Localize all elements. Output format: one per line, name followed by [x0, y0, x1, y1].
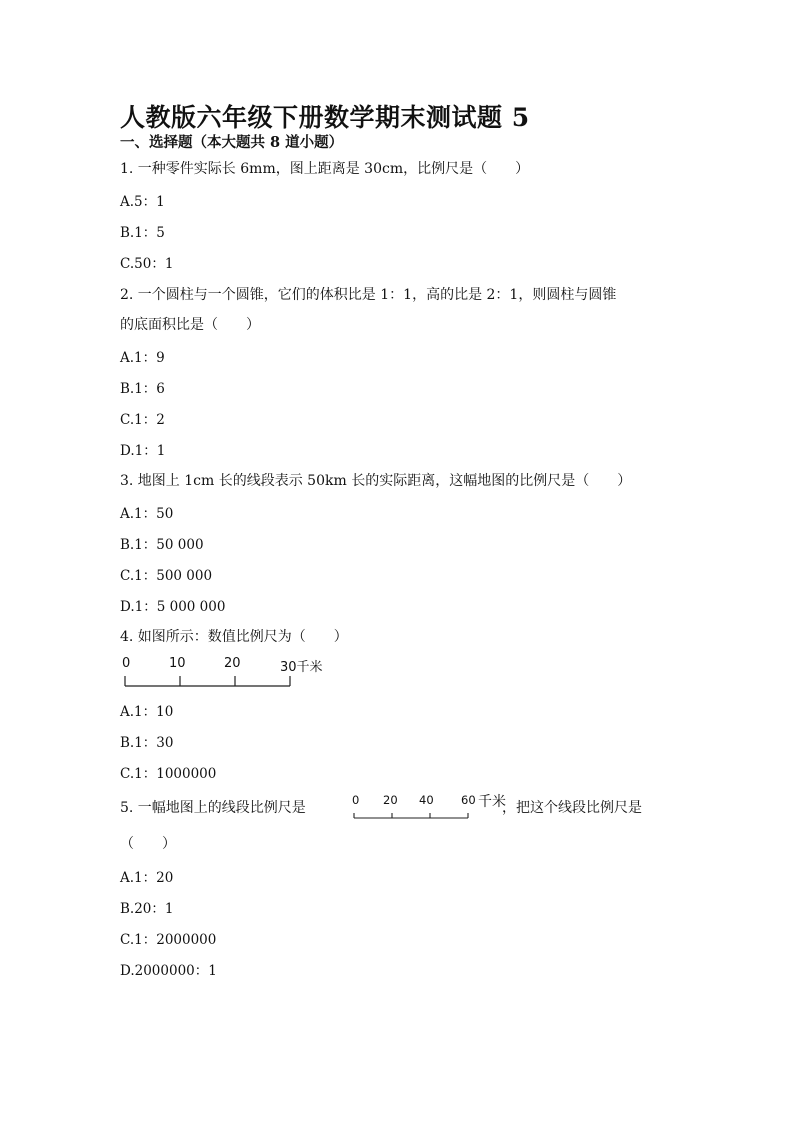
- question-3-option-a: A.1：50: [120, 506, 174, 522]
- question-4-option-a: A.1：10: [120, 704, 174, 720]
- question-1-option-b: B.1：5: [120, 225, 165, 241]
- question-4-scale-bar: [120, 655, 340, 691]
- scale-label-30km: 30千米: [280, 660, 323, 675]
- question-3-option-c: C.1：500 000: [120, 568, 213, 584]
- question-2-stem-line2: 的底面积比是（ ）: [120, 317, 260, 333]
- question-2-option-a: A.1：9: [120, 350, 165, 366]
- question-3-stem: 3. 地图上 1cm 长的线段表示 50km 长的实际距离，这幅地图的比例尺是（ ）: [120, 473, 632, 489]
- question-4-option-c: C.1：1000000: [120, 766, 217, 782]
- section-heading: 一、选择题（本大题共 8 道小题）: [120, 134, 344, 151]
- question-5-option-a: A.1：20: [120, 870, 174, 886]
- question-2-option-b: B.1：6: [120, 381, 165, 397]
- page-title: 人教版六年级下册数学期末测试题 5: [120, 103, 530, 132]
- scale-line: [120, 655, 340, 691]
- question-3-option-b: B.1：50 000: [120, 537, 204, 553]
- question-1-option-c: C.50：1: [120, 256, 174, 272]
- question-4-option-b: B.1：30: [120, 735, 174, 751]
- question-4-stem: 4. 如图所示：数值比例尺为（ ）: [120, 629, 348, 645]
- question-3-option-d: D.1：5 000 000: [120, 599, 226, 615]
- scale-label-20: 20: [383, 793, 398, 807]
- question-5-scale-bar: [352, 793, 506, 821]
- scale-label-60: 60: [461, 793, 476, 807]
- scale-label-0: 0: [352, 793, 360, 807]
- question-5-option-c: C.1：2000000: [120, 932, 217, 948]
- question-2-option-c: C.1：2: [120, 412, 165, 428]
- question-5-option-d: D.2000000：1: [120, 963, 217, 979]
- scale-unit: 千米: [478, 794, 506, 810]
- scale-label-20: 20: [224, 656, 241, 671]
- scale-line: [352, 793, 492, 821]
- scale-label-0: 0: [122, 656, 131, 671]
- question-5-stem-suffix: ，把这个线段比例尺是: [502, 800, 642, 816]
- question-5-stem-prefix: 5. 一幅地图上的线段比例尺是: [120, 800, 306, 816]
- question-2-stem-line1: 2. 一个圆柱与一个圆锥，它们的体积比是 1：1，高的比是 2：1，则圆柱与圆锥: [120, 287, 617, 303]
- question-2-option-d: D.1：1: [120, 443, 166, 459]
- scale-label-10: 10: [169, 656, 186, 671]
- scale-label-40: 40: [419, 793, 434, 807]
- question-5-option-b: B.20：1: [120, 901, 174, 917]
- question-1-option-a: A.5：1: [120, 194, 165, 210]
- question-1-stem: 1. 一种零件实际长 6mm，图上距离是 30cm，比例尺是（ ）: [120, 161, 530, 177]
- question-5-stem-line2: （ ）: [120, 836, 176, 852]
